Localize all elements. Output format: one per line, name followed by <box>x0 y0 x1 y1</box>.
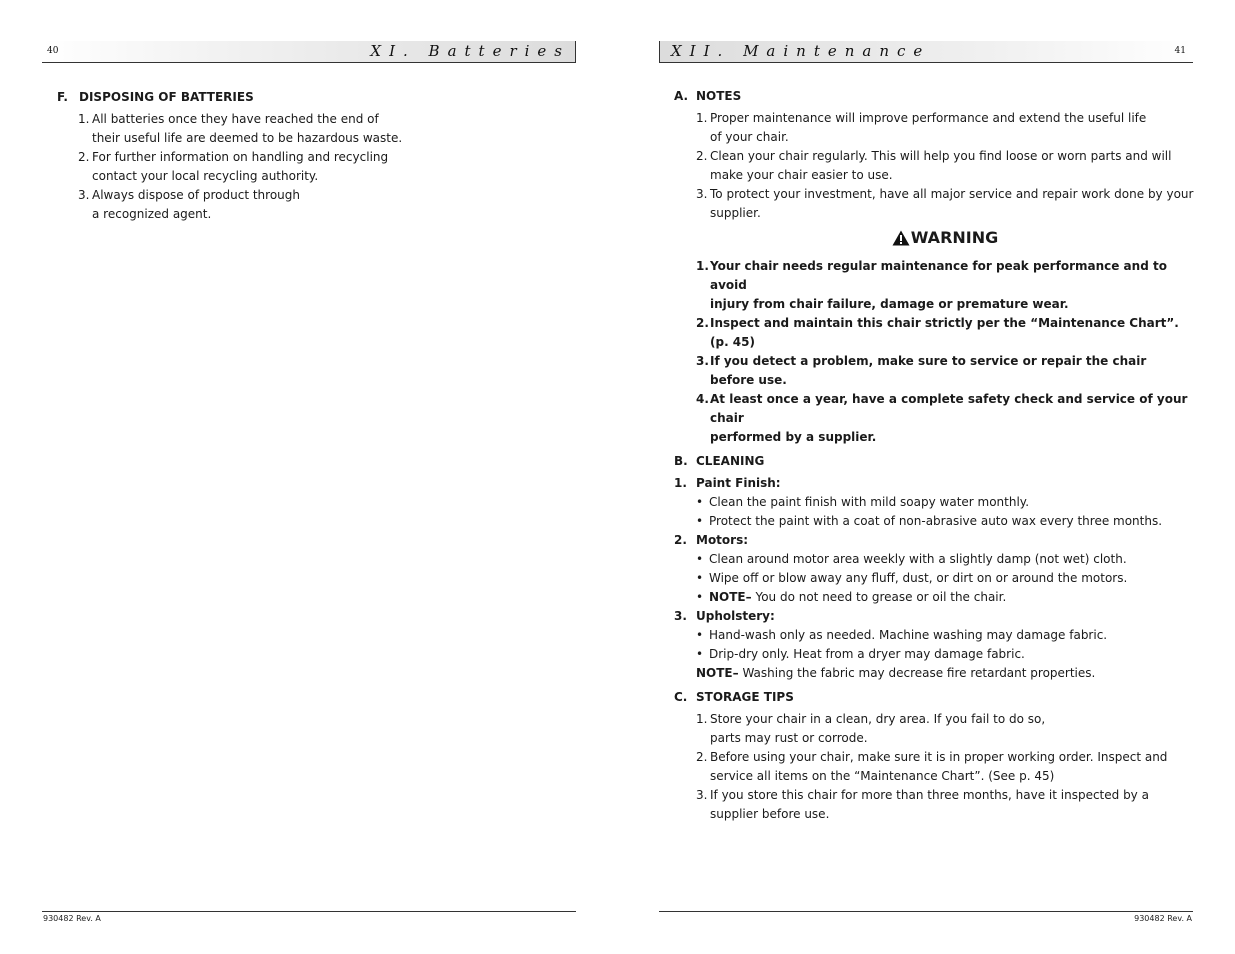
bullet-item: • Clean the paint finish with mild soapy water monthly. <box>696 495 1030 509</box>
warning-item: 1. Your chair needs regular maintenance for peak performance and to avoid injury from chair failure, damage or premature wear. <box>696 259 1167 311</box>
subsection-heading: 3. Upholstery: <box>674 609 775 623</box>
left-page-content <box>57 88 457 224</box>
bullet-item: • Hand-wash only as needed. Machine washing may damage fabric. <box>696 628 1108 642</box>
right-page-header <box>659 41 1193 63</box>
subsection-heading: 2. Motors: <box>674 533 749 547</box>
section-letter: F. <box>57 90 68 104</box>
bullet-item: • Clean around motor area weekly with a slightly damp (not wet) cloth. <box>696 552 1127 566</box>
document-revision: 930482 Rev. A <box>1134 914 1192 923</box>
right-page-content <box>674 87 1194 824</box>
note-label: NOTE– <box>709 590 752 604</box>
list-item: 1. Store your chair in a clean, dry area. If you fail to do so, parts may rust or corrode. <box>696 712 1046 745</box>
list-item: 1. Proper maintenance will improve performance and extend the useful life of your chair. <box>696 111 1147 144</box>
bullet-item: • Protect the paint with a coat of non-abrasive auto wax every three months. <box>696 514 1163 528</box>
page-number: 41 <box>1174 46 1186 56</box>
section-heading <box>57 88 457 107</box>
warning-item: 3. If you detect a problem, make sure to service or repair the chair before use. <box>696 354 1147 387</box>
subsection-heading: 1. Paint Finish: <box>674 476 781 490</box>
page-number: 40 <box>47 46 59 56</box>
list-item: 3. To protect your investment, have all major service and repair work done by your supplier. <box>696 187 1194 220</box>
list-item: 2. Before using your chair, make sure it is in proper working order. Inspect and service all items on the “Maintenance Chart”. (See p. 45) <box>696 750 1168 783</box>
note-line: NOTE– Washing the fabric may decrease fire retardant properties. <box>696 666 1096 680</box>
section-title: STORAGE TIPS <box>696 690 794 704</box>
section-heading: C. STORAGE TIPS <box>674 688 1194 707</box>
list-item: 1. All batteries once they have reached the end of their useful life are deemed to be hazardous waste. <box>78 112 403 145</box>
left-page-footer <box>42 911 576 925</box>
list-item: 3. If you store this chair for more than three months, have it inspected by a supplier before use. <box>696 788 1149 821</box>
warning-item: 4. At least once a year, have a complete safety check and service of your chair performed by a supplier. <box>696 392 1188 444</box>
list-item: 2. Clean your chair regularly. This will help you find loose or worn parts and will make your chair easier to use. <box>696 149 1172 182</box>
section-title: CLEANING <box>696 454 765 468</box>
bullet-item: • Drip-dry only. Heat from a dryer may damage fabric. <box>696 647 1025 661</box>
bullet-item: • Wipe off or blow away any fluff, dust, or dirt on or around the motors. <box>696 571 1128 585</box>
chapter-title: XII. Maintenance <box>671 42 931 60</box>
list-item: 3. Always dispose of product through a recognized agent. <box>78 188 300 221</box>
warning-callout <box>674 226 1194 252</box>
section-title: NOTES <box>696 89 742 103</box>
section-title: DISPOSING OF BATTERIES <box>79 90 254 104</box>
left-page-header <box>42 41 576 63</box>
section-heading: B. CLEANING <box>674 452 1194 471</box>
warning-item: 2. Inspect and maintain this chair strictly per the “Maintenance Chart”. (p. 45) <box>696 316 1179 349</box>
list-item: 2. For further information on handling and recycling contact your local recycling authority. <box>78 150 389 183</box>
section-heading: A. NOTES <box>674 87 1194 106</box>
note-label: NOTE– <box>696 666 739 680</box>
warning-triangle-icon <box>892 230 910 246</box>
bullet-item: • NOTE– You do not need to grease or oil the chair. <box>696 590 1007 604</box>
right-page <box>617 0 1235 954</box>
right-page-footer <box>659 911 1193 925</box>
warning-label: WARNING <box>910 228 999 247</box>
left-page <box>0 0 617 954</box>
document-revision: 930482 Rev. A <box>43 914 101 923</box>
chapter-title: XI. Batteries <box>370 42 570 60</box>
